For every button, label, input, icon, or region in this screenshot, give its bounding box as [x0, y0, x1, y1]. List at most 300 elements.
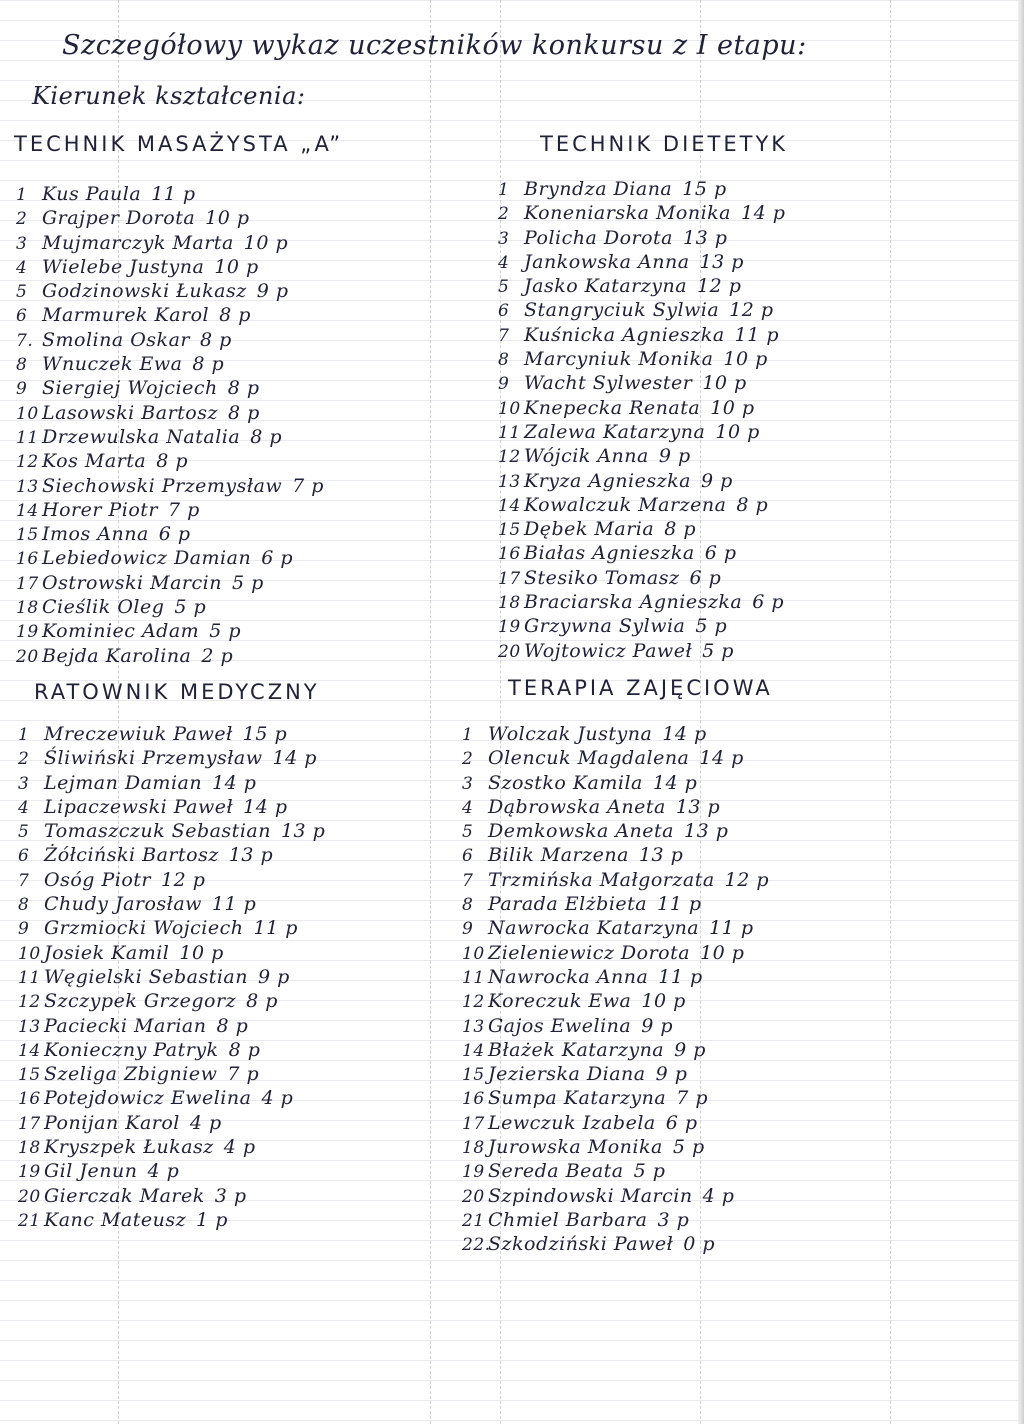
entry-number: 6 [498, 301, 510, 322]
entry-number: 9 [498, 374, 510, 395]
list-item [498, 614, 785, 638]
entry-number: 8 [462, 895, 474, 916]
points-value: 13 p [228, 844, 274, 867]
points-value: 14 p [662, 723, 707, 745]
points-value: 14 p [272, 747, 317, 770]
participant-name: Mujmarczyk Marta [42, 231, 234, 254]
points-value: 9 p [655, 1063, 688, 1086]
list-item [18, 1208, 325, 1232]
participant-name: Kanc Mateusz [44, 1208, 187, 1231]
points-value: 5 p [174, 596, 207, 619]
entry-list-terapia [462, 722, 769, 1257]
entry-number: 4 [498, 252, 510, 273]
participant-name: Osóg Piotr [44, 868, 151, 891]
points-value: 5 p [672, 1136, 705, 1159]
list-item [498, 177, 785, 201]
entry-number: 1 [498, 180, 510, 200]
participant-name: Paciecki Marian [44, 1014, 207, 1037]
participant-name: Nawrocka Katarzyna [488, 917, 700, 940]
participant-name: Kryza Agnieszka [524, 469, 691, 492]
points-value: 9 p [658, 445, 691, 468]
list-item [18, 795, 325, 819]
entry-list-ratownik [18, 722, 325, 1232]
entry-number: 11 [462, 967, 485, 988]
entry-number: 13 [462, 1016, 485, 1037]
list-item [18, 868, 325, 892]
points-value: 13 p [280, 820, 326, 843]
points-value: 10 p [723, 348, 768, 371]
participant-name: Sereda Beata [488, 1160, 624, 1183]
list-item [18, 819, 325, 843]
points-value: 11 p [709, 917, 754, 940]
list-item [462, 722, 769, 746]
points-value: 9 p [256, 280, 289, 303]
points-value: 14 p [243, 795, 288, 818]
list-item [16, 376, 324, 400]
entry-number: 8 [498, 350, 510, 371]
entry-number: 19 [498, 617, 521, 638]
points-value: 12 p [161, 868, 206, 891]
entry-number: 2 [18, 749, 30, 770]
points-value: 5 p [695, 615, 728, 638]
list-item [462, 843, 769, 867]
points-value: 0 p [683, 1233, 716, 1256]
list-item [498, 226, 785, 250]
points-value: 6 p [704, 542, 737, 565]
participant-name: Potejdowicz Ewelina [44, 1087, 252, 1110]
list-item [462, 1038, 769, 1062]
list-item [462, 819, 769, 843]
entry-number: 1 [462, 725, 474, 745]
entry-number: 16 [16, 549, 39, 570]
participant-name: Grzywna Sylwia [524, 615, 686, 638]
entry-number: 11 [498, 422, 521, 443]
list-item [18, 941, 325, 965]
entry-number: 14 [462, 1040, 485, 1061]
points-value: 9 p [674, 1038, 706, 1061]
list-item [16, 255, 324, 279]
points-value: 1 p [196, 1208, 228, 1231]
section-heading-ratownik: RATOWNIK MEDYCZNY [34, 680, 320, 704]
list-item [498, 250, 785, 274]
points-value: 3 p [214, 1184, 247, 1207]
entry-number: 7 [462, 870, 474, 891]
points-value: 12 p [697, 275, 742, 298]
points-value: 7 p [676, 1087, 708, 1110]
participant-name: Braciarska Agnieszka [524, 591, 743, 614]
points-value: 14 p [741, 202, 786, 225]
points-value: 7 p [227, 1063, 260, 1086]
page-title: Szczegółowy wykaz uczestników konkursu z I etapu: [62, 30, 807, 61]
points-value: 12 p [724, 868, 770, 891]
entry-list-masazysta [16, 182, 324, 668]
list-item [16, 474, 324, 498]
points-value: 10 p [214, 255, 259, 278]
points-value: 8 p [219, 304, 251, 327]
entry-number: 3 [18, 773, 30, 794]
entry-number: 8 [18, 895, 30, 916]
points-value: 10 p [205, 207, 250, 230]
entry-number: 11 [18, 967, 41, 988]
points-value: 8 p [664, 518, 697, 541]
participant-name: Szczypek Grzegorz [44, 990, 237, 1013]
points-value: 4 p [702, 1184, 735, 1207]
list-item [462, 1232, 769, 1256]
participant-name: Lewczuk Izabela [488, 1111, 656, 1134]
participant-name: Imos Anna [42, 523, 149, 546]
points-value: 14 p [652, 771, 698, 794]
participant-name: Parada Elżbieta [488, 893, 648, 916]
list-item [16, 571, 324, 595]
participant-name: Białas Agnieszka [524, 542, 695, 565]
points-value: 4 p [147, 1160, 180, 1183]
list-item [18, 1184, 325, 1208]
points-value: 10 p [702, 372, 747, 395]
participant-name: Tomaszczuk Sebastian [44, 820, 271, 843]
entry-number: 12 [18, 992, 41, 1013]
entry-number: 10 [18, 943, 41, 964]
list-item [16, 522, 324, 546]
list-item [18, 1038, 325, 1062]
entry-number: 6 [18, 846, 30, 867]
points-value: 8 p [156, 450, 189, 473]
list-item [498, 639, 785, 663]
entry-number: 10 [462, 943, 485, 964]
participant-name: Kuśnicka Agnieszka [524, 323, 725, 346]
participant-name: Kominiec Adam [42, 620, 200, 643]
participant-name: Kos Marta [42, 450, 147, 473]
list-item [18, 1086, 325, 1110]
entry-number: 3 [462, 773, 474, 794]
participant-name: Wolczak Justyna [488, 723, 653, 745]
list-item [462, 1111, 769, 1135]
list-item [16, 352, 324, 376]
list-item [498, 493, 785, 517]
entry-number: 16 [462, 1089, 485, 1110]
list-item [498, 566, 785, 590]
points-value: 12 p [729, 299, 774, 322]
participant-name: Olencuk Magdalena [488, 747, 690, 770]
section-heading-terapia: TERAPIA ZAJĘCIOWA [508, 676, 773, 700]
entry-number: 17 [16, 573, 39, 594]
list-item [498, 590, 785, 614]
participant-name: Kryszpek Łukasz [44, 1136, 214, 1159]
scan-edge [1018, 0, 1024, 1424]
entry-number: 15 [462, 1065, 485, 1086]
entry-number: 3 [16, 233, 28, 254]
list-item [18, 1159, 325, 1183]
entry-number: 12 [16, 452, 39, 473]
points-value: 5 p [209, 620, 241, 643]
entry-number: 7 [18, 870, 30, 891]
list-item [16, 619, 324, 643]
entry-number: 18 [498, 593, 521, 614]
entry-number: 16 [498, 544, 521, 565]
list-item [498, 541, 785, 565]
entry-number: 17 [462, 1113, 485, 1134]
entry-number: 14 [498, 495, 521, 516]
section-heading-dietetyk: TECHNIK DIETETYK [540, 132, 789, 156]
points-value: 13 p [699, 250, 744, 273]
participant-name: Knepecka Renata [524, 396, 701, 419]
entry-number: 5 [462, 822, 474, 843]
entry-number: 5 [16, 282, 28, 303]
points-value: 13 p [684, 820, 729, 843]
points-value: 10 p [700, 941, 745, 964]
participant-name: Policha Dorota [524, 226, 674, 249]
participant-name: Szkodziński Paweł [488, 1233, 674, 1256]
points-value: 11 p [253, 917, 298, 940]
entry-number: 5 [18, 822, 30, 843]
participant-name: Wielebe Justyna [42, 255, 205, 278]
list-item [16, 303, 324, 327]
list-item [498, 444, 785, 468]
participant-name: Koneniarska Monika [524, 202, 732, 225]
entry-number: 14 [18, 1040, 41, 1061]
list-item [16, 546, 324, 570]
list-item [18, 722, 325, 746]
entry-number: 7. [16, 330, 34, 351]
list-item [462, 1159, 769, 1183]
entry-number: 22. [462, 1235, 491, 1256]
entry-number: 10 [16, 403, 39, 424]
participant-name: Josiek Kamil [44, 941, 170, 964]
participant-name: Lipaczewski Paweł [44, 795, 234, 818]
entry-number: 15 [18, 1065, 41, 1086]
entry-number: 2 [16, 209, 28, 230]
list-item [498, 347, 785, 371]
participant-name: Kus Paula [42, 183, 142, 205]
points-value: 6 p [158, 523, 191, 546]
participant-name: Grzmiocki Wojciech [44, 917, 244, 940]
participant-name: Błażek Katarzyna [488, 1038, 665, 1061]
list-item [498, 201, 785, 225]
entry-number: 15 [498, 520, 521, 541]
participant-name: Lasowski Bartosz [42, 401, 218, 424]
participant-name: Jezierska Diana [488, 1063, 646, 1086]
entry-number: 9 [16, 379, 28, 400]
participant-name: Trzmińska Małgorzata [488, 868, 715, 891]
grid-line [430, 0, 431, 1424]
participant-name: Lebiedowicz Damian [42, 547, 252, 570]
points-value: 9 p [258, 965, 290, 988]
list-item [16, 449, 324, 473]
entry-number: 4 [18, 797, 30, 818]
list-item [462, 771, 769, 795]
points-value: 13 p [675, 795, 721, 818]
entry-number: 21 [462, 1210, 485, 1231]
points-value: 6 p [261, 547, 293, 570]
participant-name: Ponijan Karol [44, 1111, 180, 1134]
list-item [18, 843, 325, 867]
points-value: 6 p [689, 566, 722, 589]
points-value: 8 p [250, 425, 282, 448]
participant-name: Śliwiński Przemysław [44, 747, 263, 770]
participant-name: Siechowski Przemysław [42, 474, 283, 497]
participant-name: Horer Piotr [42, 498, 158, 521]
points-value: 5 p [633, 1160, 666, 1183]
list-item [462, 1014, 769, 1038]
entry-number: 14 [16, 500, 39, 521]
entry-number: 13 [18, 1016, 41, 1037]
points-value: 10 p [710, 396, 755, 419]
list-item [18, 1111, 325, 1135]
grid-line [890, 0, 891, 1424]
entry-number: 8 [16, 355, 28, 376]
entry-number: 20 [462, 1186, 485, 1207]
list-item [16, 595, 324, 619]
list-item [498, 517, 785, 541]
participant-name: Demkowska Aneta [488, 820, 675, 843]
list-item [462, 1208, 769, 1232]
list-item [462, 916, 769, 940]
points-value: 9 p [641, 1014, 674, 1037]
entry-number: 17 [498, 568, 521, 589]
participant-name: Bryndza Diana [524, 178, 673, 200]
points-value: 10 p [179, 941, 224, 964]
points-value: 13 p [638, 844, 684, 867]
entry-number: 9 [18, 919, 30, 940]
entry-number: 19 [16, 622, 39, 643]
list-item [462, 965, 769, 989]
entry-number: 13 [498, 471, 521, 492]
list-item [18, 771, 325, 795]
entry-number: 17 [18, 1113, 41, 1134]
participant-name: Grajper Dorota [42, 207, 196, 230]
participant-name: Stangryciuk Sylwia [524, 299, 720, 322]
participant-name: Chudy Jarosław [44, 893, 202, 916]
participant-name: Wojtowicz Paweł [524, 639, 693, 662]
entry-number: 13 [16, 476, 39, 497]
list-item [18, 892, 325, 916]
participant-name: Sumpa Katarzyna [488, 1087, 667, 1110]
list-item [462, 1184, 769, 1208]
points-value: 9 p [700, 469, 733, 492]
participant-name: Gil Jenun [44, 1160, 138, 1183]
points-value: 8 p [192, 353, 225, 376]
entry-number: 20 [16, 646, 39, 667]
participant-name: Szeliga Zbigniew [44, 1063, 218, 1086]
entry-number: 4 [462, 797, 474, 818]
participant-name: Wójcik Anna [524, 445, 649, 468]
points-value: 6 p [752, 591, 784, 614]
list-item [462, 746, 769, 770]
entry-number: 2 [462, 749, 474, 770]
list-item [16, 401, 324, 425]
participant-name: Kowalczuk Marzena [524, 493, 727, 516]
list-item [16, 231, 324, 255]
points-value: 8 p [228, 401, 260, 424]
points-value: 11 p [657, 893, 702, 916]
entry-number: 6 [462, 846, 474, 867]
list-item [18, 989, 325, 1013]
section-heading-masazysta: TECHNIK MASAŻYSTA „A” [14, 132, 344, 156]
participant-name: Gajos Ewelina [488, 1014, 632, 1037]
points-value: 7 p [167, 498, 200, 521]
list-item [16, 279, 324, 303]
participant-name: Siergiej Wojciech [42, 377, 218, 400]
list-item [462, 1135, 769, 1159]
participant-name: Wnuczek Ewa [42, 353, 183, 376]
entry-number: 18 [18, 1138, 41, 1159]
entry-number: 5 [498, 277, 510, 298]
participant-name: Nawrocka Anna [488, 965, 649, 988]
entry-number: 10 [498, 398, 521, 419]
points-value: 7 p [292, 474, 324, 497]
participant-name: Godzinowski Łukasz [42, 280, 247, 303]
participant-name: Zalewa Katarzyna [524, 420, 706, 443]
list-item [462, 892, 769, 916]
list-item [462, 989, 769, 1013]
list-item [498, 396, 785, 420]
participant-name: Lejman Damian [44, 771, 203, 794]
points-value: 5 p [231, 571, 264, 594]
points-value: 8 p [228, 1038, 261, 1061]
participant-name: Dąbrowska Aneta [488, 795, 666, 818]
list-item [16, 644, 324, 668]
list-item [18, 1135, 325, 1159]
points-value: 4 p [189, 1111, 222, 1134]
participant-name: Gierczak Marek [44, 1184, 205, 1207]
participant-name: Szostko Kamila [488, 771, 643, 794]
entry-number: 1 [16, 185, 28, 205]
list-item [16, 182, 324, 206]
entry-list-dietetyk [498, 177, 785, 663]
entry-number: 11 [16, 427, 39, 448]
points-value: 11 p [734, 323, 780, 346]
list-item [498, 371, 785, 395]
participant-name: Wacht Sylwester [524, 372, 693, 395]
participant-name: Jasko Katarzyna [524, 275, 688, 298]
points-value: 8 p [216, 1014, 249, 1037]
points-value: 2 p [201, 644, 234, 667]
participant-name: Szpindowski Marcin [488, 1184, 693, 1207]
participant-name: Ostrowski Marcin [42, 571, 222, 594]
participant-name: Marcyniuk Monika [524, 348, 714, 371]
participant-name: Konieczny Patryk [44, 1038, 219, 1061]
points-value: 8 p [736, 493, 769, 516]
participant-name: Marmurek Karol [42, 304, 210, 327]
list-item [18, 916, 325, 940]
participant-name: Bilik Marzena [488, 844, 629, 867]
list-item [498, 298, 785, 322]
points-value: 11 p [658, 965, 703, 988]
points-value: 3 p [657, 1208, 690, 1231]
points-value: 5 p [702, 639, 734, 662]
list-item [498, 323, 785, 347]
points-value: 10 p [715, 420, 760, 443]
entry-number: 3 [498, 228, 510, 249]
points-value: 10 p [243, 231, 289, 254]
entry-number: 15 [16, 525, 39, 546]
list-item [498, 420, 785, 444]
entry-number: 6 [16, 306, 28, 327]
points-value: 6 p [665, 1111, 698, 1134]
list-item [462, 1086, 769, 1110]
entry-number: 20 [498, 641, 521, 662]
participant-name: Cieślik Oleg [42, 596, 165, 619]
entry-number: 18 [16, 598, 39, 619]
points-value: 11 p [211, 893, 257, 916]
participant-name: Smolina Oskar [42, 328, 190, 351]
list-item [462, 941, 769, 965]
points-value: 4 p [261, 1087, 294, 1110]
points-value: 8 p [246, 990, 278, 1013]
list-item [16, 206, 324, 230]
points-value: 11 p [151, 183, 196, 205]
entry-number: 18 [462, 1138, 485, 1159]
participant-name: Jankowska Anna [524, 250, 690, 273]
